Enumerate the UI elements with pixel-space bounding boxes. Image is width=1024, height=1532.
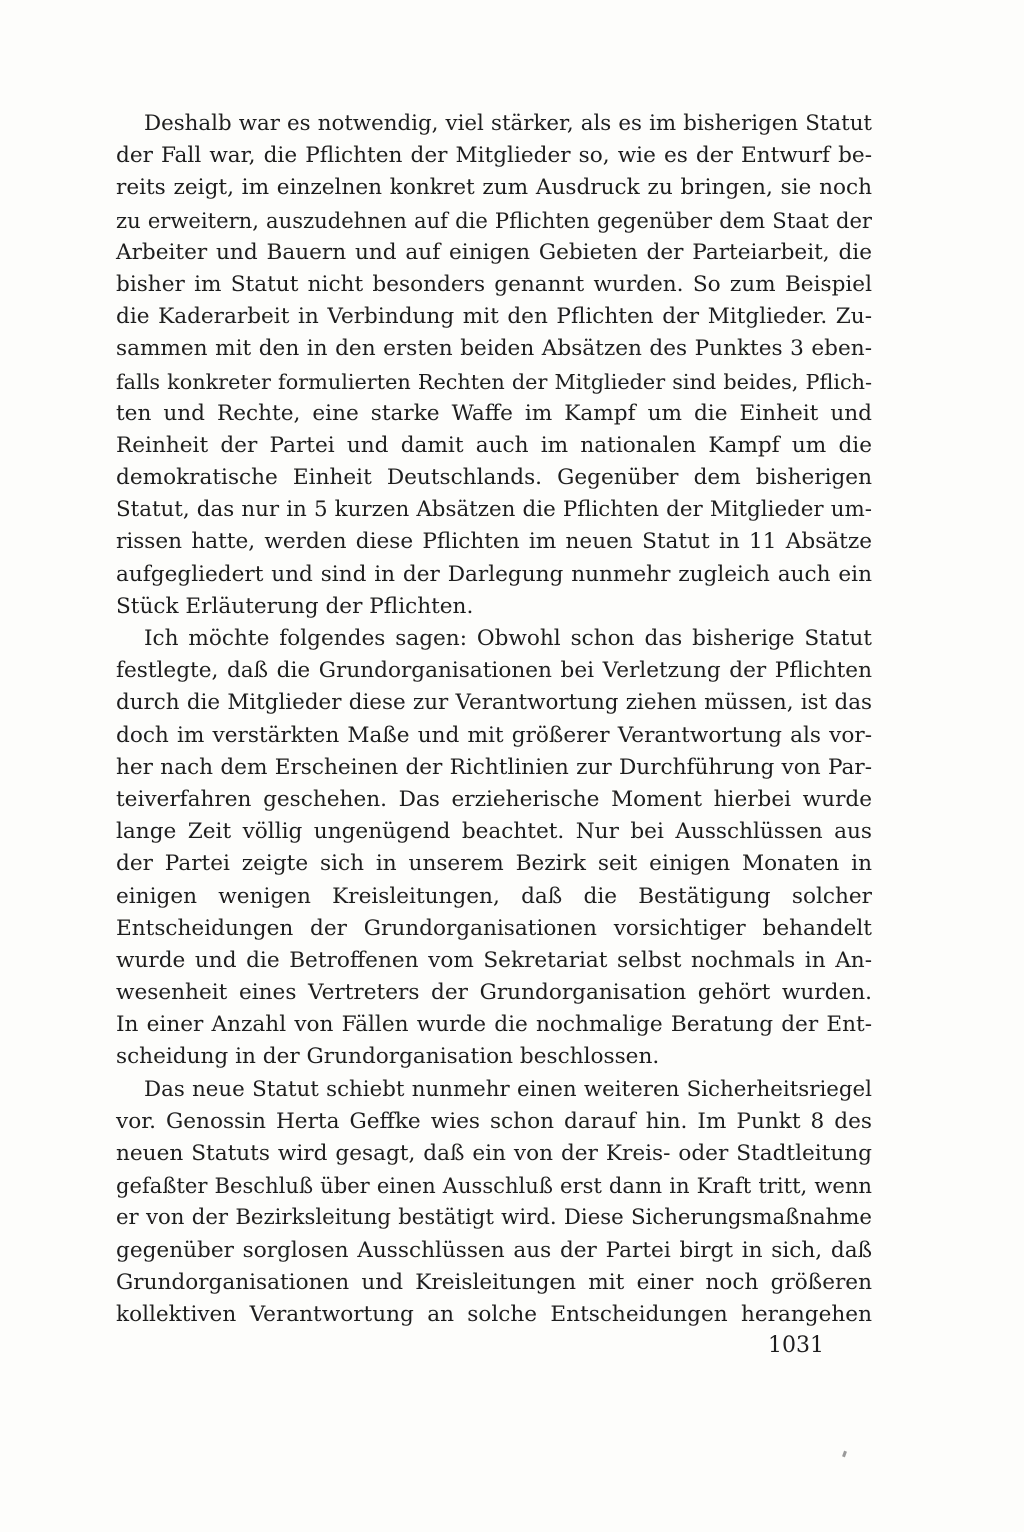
- text-line: Arbeiter und Bauern und auf einigen Gebieten der Parteiarbeit, die: [116, 239, 872, 265]
- text-line: falls konkreter formulierten Rechten der Mitglieder sind beides, Pflich-: [116, 369, 872, 394]
- text-line: vor. Genossin Herta Geffke wies schon darauf hin. Im Punkt 8 des: [116, 1108, 872, 1134]
- text-line: bisher im Statut nicht besonders genannt wurden. So zum Beispiel: [116, 271, 872, 297]
- text-line: neuen Statuts wird gesagt, daß ein von der Kreis- oder Stadtleitung: [116, 1141, 872, 1166]
- text-line: Entscheidungen der Grundorganisationen vorsichtiger behandelt: [116, 915, 872, 941]
- text-line: demokratische Einheit Deutschlands. Gegenüber dem bisherigen: [116, 465, 872, 491]
- text-line: teiverfahren geschehen. Das erzieherische Moment hierbei wurde: [116, 786, 872, 812]
- text-line: Deshalb war es notwendig, viel stärker, als es im bisherigen Statut: [144, 111, 872, 136]
- text-line: aufgegliedert und sind in der Darlegung nunmehr zugleich auch ein: [116, 561, 872, 587]
- text-line: wesenheit eines Vertreters der Grundorganisation gehört wurden.: [116, 980, 872, 1006]
- text-line: doch im verstärkten Maße und mit größerer Verantwortung als vor-: [116, 722, 872, 748]
- text-line: ten und Rechte, eine starke Waffe im Kampf um die Einheit und: [116, 400, 872, 426]
- text-line: der Fall war, die Pflichten der Mitglieder so, wie es der Entwurf be-: [116, 143, 872, 169]
- print-speck: [842, 1451, 847, 1458]
- text-line: festlegte, daß die Grundorganisationen bei Verletzung der Pflichten: [116, 658, 872, 684]
- text-line: kollektiven Verantwortung an solche Entscheidungen herangehen: [116, 1301, 872, 1327]
- text-line: er von der Bezirksleitung bestätigt wird. Diese Sicherungsmaßnahme: [116, 1205, 872, 1231]
- paragraph-3: [116, 1074, 872, 1332]
- text-line: rissen hatte, werden diese Pflichten im neuen Statut in 11 Absätze: [116, 529, 872, 555]
- text-line: die Kaderarbeit in Verbindung mit den Pflichten der Mitglieder. Zu-: [116, 304, 872, 330]
- paragraph-2: [116, 623, 872, 1074]
- text-line: der Partei zeigte sich in unserem Bezirk seit einigen Monaten in: [116, 851, 872, 877]
- text-line: gegenüber sorglosen Ausschlüssen aus der Partei birgt in sich, daß: [116, 1237, 872, 1263]
- text-line: reits zeigt, im einzelnen konkret zum Ausdruck zu bringen, sie noch: [116, 175, 872, 201]
- text-line: In einer Anzahl von Fällen wurde die nochmalige Beratung der Ent-: [116, 1012, 872, 1038]
- text-line: her nach dem Erscheinen der Richtlinien zur Durchführung von Par-: [116, 754, 872, 780]
- text-line: Reinheit der Partei und damit auch im nationalen Kampf um die: [116, 432, 872, 458]
- text-line: Das neue Statut schiebt nunmehr einen weiteren Sicherheitsriegel: [144, 1076, 872, 1102]
- page-number: 1031: [768, 1333, 824, 1358]
- text-line: Stück Erläuterung der Pflichten.: [116, 593, 474, 619]
- text-line: zu erweitern, auszudehnen auf die Pflichten gegenüber dem Staat der: [116, 207, 872, 233]
- text-line: lange Zeit völlig ungenügend beachtet. Nur bei Ausschlüssen aus: [116, 819, 872, 845]
- text-line: sammen mit den in den ersten beiden Absätzen des Punktes 3 eben-: [116, 336, 872, 362]
- paragraph-1: [116, 108, 872, 623]
- text-line: gefaßter Beschluß über einen Ausschluß erst dann in Kraft tritt, wenn: [116, 1173, 872, 1199]
- text-line: wurde und die Betroffenen vom Sekretariat selbst nochmals in An-: [116, 947, 872, 973]
- text-line: Statut, das nur in 5 kurzen Absätzen die Pflichten der Mitglieder um-: [116, 497, 872, 523]
- body-text: [116, 108, 872, 1331]
- text-line: Ich möchte folgendes sagen: Obwohl schon das bisherige Statut: [144, 626, 872, 651]
- text-line: Grundorganisationen und Kreisleitungen mit einer noch größeren: [116, 1269, 872, 1295]
- text-line: einigen wenigen Kreisleitungen, daß die Bestätigung solcher: [116, 883, 872, 909]
- text-line: durch die Mitglieder diese zur Verantwortung ziehen müssen, ist das: [116, 690, 872, 716]
- text-line: scheidung in der Grundorganisation beschlossen.: [116, 1044, 660, 1070]
